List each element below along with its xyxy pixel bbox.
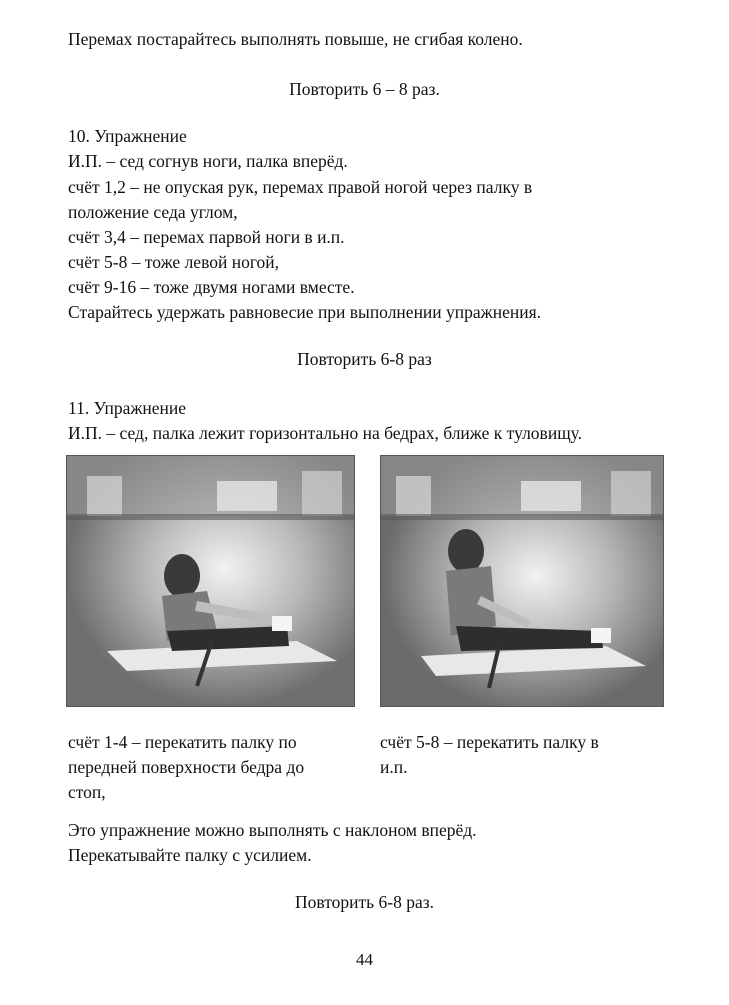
repeat-instruction-2: Повторить 6-8 раз <box>297 349 432 369</box>
exercise-10-line: счёт 5-8 – тоже левой ногой, <box>68 252 280 272</box>
note-line: Это упражнение можно выполнять с наклоном вперёд. <box>68 820 477 840</box>
exercise-10-heading: 10. Упражнение <box>68 126 187 146</box>
caption-left-line: передней поверхности бедра до <box>68 757 305 777</box>
note-line: Перекатывайте палку с усилием. <box>68 845 312 865</box>
exercise-11-heading: 11. Упражнение <box>68 398 187 418</box>
caption-right-line: счёт 5-8 – перекатить палку в <box>380 732 599 752</box>
exercise-photo-forward-bend <box>66 455 355 707</box>
exercise-10-line: И.П. – сед согнув ноги, палка вперёд. <box>68 151 348 171</box>
page-number: 44 <box>356 950 373 969</box>
intro-line: Перемах постарайтесь выполнять повыше, не сгибая колено. <box>68 29 523 49</box>
exercise-10-line: счёт 3,4 – перемах парвой ноги в и.п. <box>68 227 345 247</box>
repeat-instruction-3: Повторить 6-8 раз. <box>294 892 434 912</box>
exercise-10-line: счёт 9-16 – тоже двумя ногами вместе. <box>68 277 355 297</box>
caption-left <box>68 730 304 805</box>
repeat-instruction-1: Повторить 6 – 8 раз. <box>289 79 440 99</box>
caption-right <box>380 730 599 780</box>
caption-left-line: счёт 1-4 – перекатить палку по <box>68 732 297 752</box>
exercise-10-line: счёт 1,2 – не опуская рук, перемах правой ногой через палку в <box>68 177 533 197</box>
caption-right-line: и.п. <box>380 757 408 777</box>
caption-left-line: стоп, <box>68 782 106 802</box>
exercise-10-line: положение седа углом, <box>68 202 238 222</box>
exercise-10-line: Старайтесь удержать равновесие при выполнении упражнения. <box>68 302 542 322</box>
exercise-photo-starting-position <box>380 455 664 707</box>
exercise-11-start-position: И.П. – сед, палка лежит горизонтально на бедрах, ближе к туловищу. <box>68 423 583 443</box>
